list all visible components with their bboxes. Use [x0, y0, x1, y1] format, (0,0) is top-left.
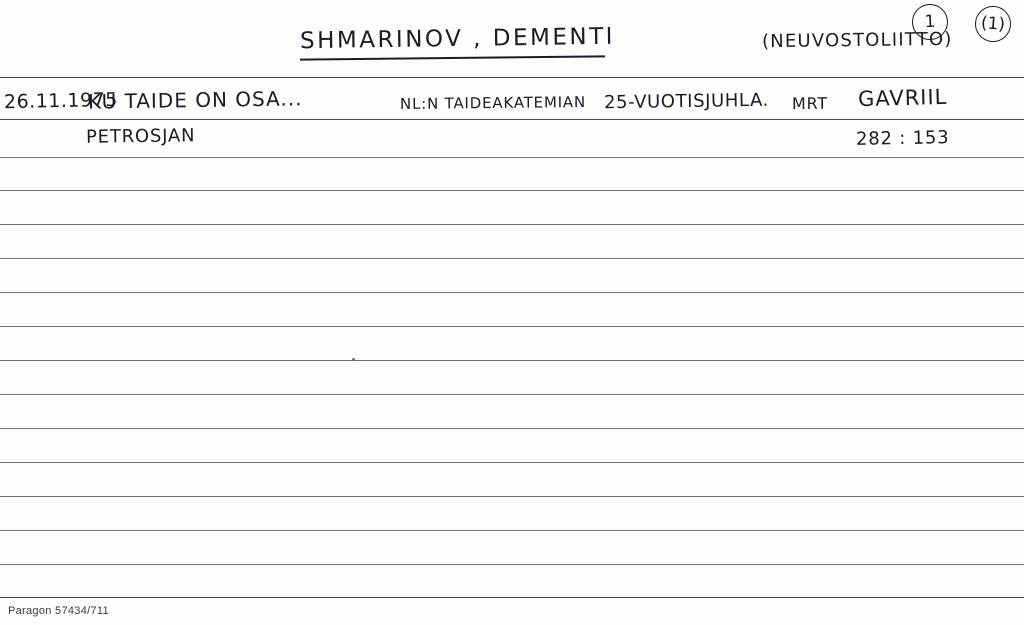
rule-line: [0, 157, 1024, 158]
rule-line: [0, 258, 1024, 259]
rule-line: [0, 119, 1024, 120]
rule-line: [0, 496, 1024, 497]
title-underline: [300, 55, 605, 60]
paper-speck: [352, 358, 355, 361]
rule-line: [0, 360, 1024, 361]
rule-line: [0, 394, 1024, 395]
rule-line: [0, 292, 1024, 293]
printer-imprint: Paragon 57434/711: [8, 605, 109, 617]
rule-line: [0, 428, 1024, 429]
entry-text-part1: KU TAIDE ON OSA...: [87, 86, 303, 114]
page-number-circle: 1: [911, 3, 949, 41]
rule-line: [0, 326, 1024, 327]
entry-text-part3: 25-VUOTISJUHLA.: [603, 89, 770, 114]
rule-line: [0, 530, 1024, 531]
rule-line: [0, 564, 1024, 565]
card-country: (NEUVOSTOLIITTO): [761, 28, 953, 53]
rule-line: [0, 77, 1024, 78]
rule-line: [0, 224, 1024, 225]
entry-artist-last-name: PETROSJAN: [85, 125, 196, 148]
secondary-number-circle: (1): [974, 5, 1012, 43]
rule-line: [0, 190, 1024, 191]
entry-artist-first-name: GAVRIIL: [857, 84, 948, 112]
card-title-name: SHMARINOV , DEMENTI: [299, 23, 616, 55]
entry-reference-number: 282 : 153: [855, 127, 950, 150]
rule-line: [0, 597, 1024, 598]
rule-line: [0, 462, 1024, 463]
entry-date: 26.11.1975: [3, 88, 119, 114]
entry-text-part2: NL:N TAIDEAKATEMIAN: [399, 93, 587, 113]
entry-medium-label: MRT: [791, 93, 829, 114]
